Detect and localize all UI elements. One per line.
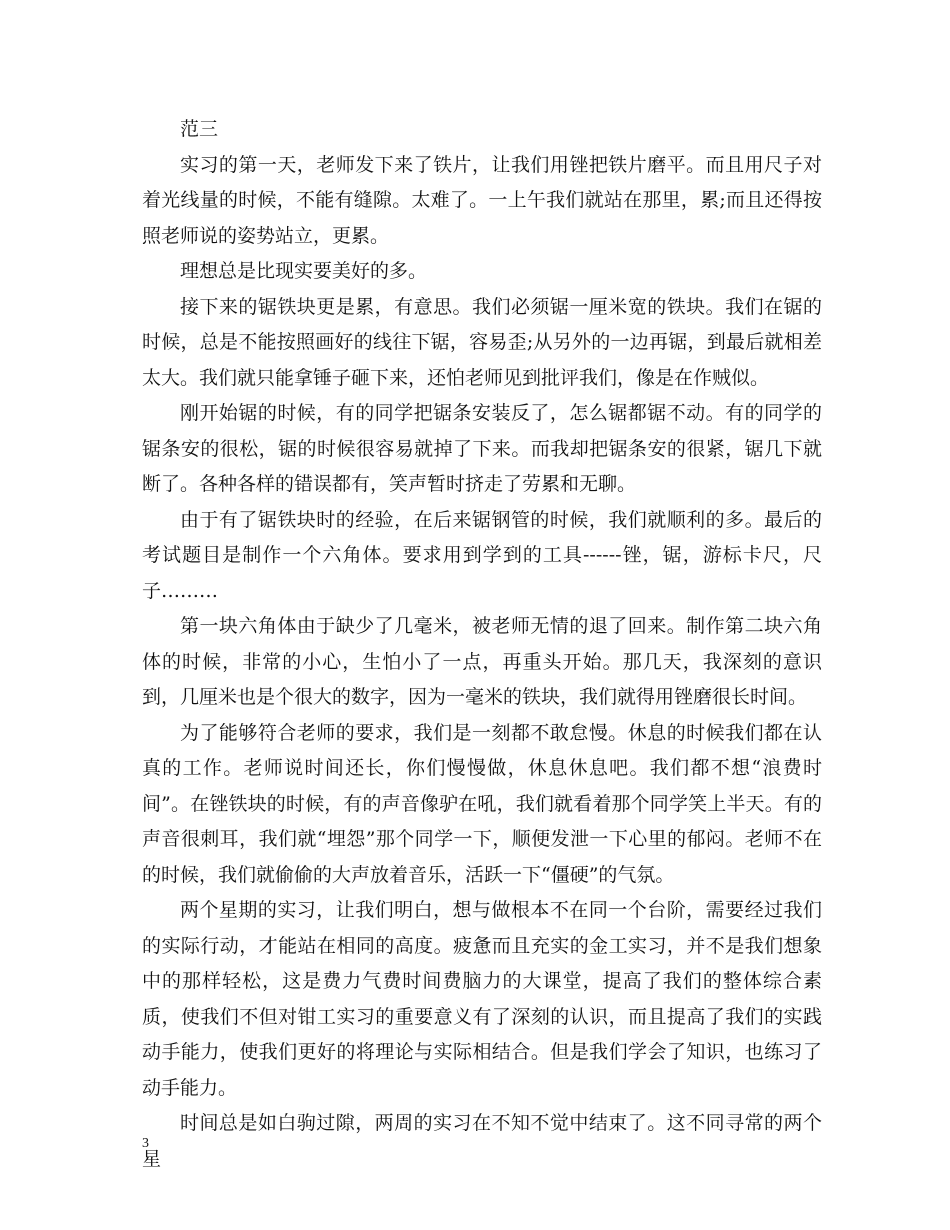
paragraph-4: 刚开始锯的时候，有的同学把锯条安装反了，怎么锯都锯不动。有的同学的锯条安的很松，锯的时候很容易就掉了下来。而我却把锯条安的很紧，锯几下就断了。各种各样的错误都有，笑声暂时挤走了劳累和无聊。 bbox=[142, 402, 822, 495]
paragraph-7: 为了能够符合老师的要求，我们是一刻都不敢怠慢。休息的时候我们都在认真的工作。老师说时间还长，你们慢慢做，休息休息吧。我们都不想“浪费时间”。在锉铁块的时候，有的声音像驴在吼，我们就看着那个同学笑上半天。有的声音很刺耳，我们就“埋怨”那个同学一下，顺便发泄一下心里的郁闷。老师不在的时候，我们就偷偷的大声放着音乐，活跃一下“僵硬”的气氛。 bbox=[142, 721, 822, 886]
paragraph-8: 两个星期的实习，让我们明白，想与做根本不在同一个台阶，需要经过我们的实际行动，才能站在相同的高度。疲惫而且充实的金工实习，并不是我们想象中的那样轻松，这是费力气费时间费脑力的大课堂，提高了我们的整体综合素质，使我们不但对钳工实习的重要意义有了深刻的认识，而且提高了我们的实践动手能力，使我们更好的将理论与实际相结合。但是我们学会了知识，也练习了动手能力。 bbox=[142, 899, 822, 1099]
document-body bbox=[142, 112, 822, 1177]
paragraph-2: 理想总是比现实要美好的多。 bbox=[180, 260, 428, 282]
page-number: 3 bbox=[142, 1136, 149, 1151]
paragraph-1: 实习的第一天，老师发下来了铁片，让我们用锉把铁片磨平。而且用尺子对着光线量的时候，不能有缝隙。太难了。一上午我们就站在那里，累;而且还得按照老师说的姿势站立，更累。 bbox=[142, 153, 822, 247]
paragraph-9: 时间总是如白驹过隙，两周的实习在不知不觉中结束了。这不同寻常的两个星 bbox=[142, 1112, 822, 1170]
paragraph-3: 接下来的锯铁块更是累，有意思。我们必须锯一厘米宽的铁块。我们在锯的时候，总是不能按照画好的线往下锯，容易歪;从另外的一边再锯，到最后就相差太大。我们就只能拿锤子砸下来，还怕老师见到批评我们，像是在作贼似。 bbox=[142, 295, 822, 389]
paragraph-5: 由于有了锯铁块时的经验，在后来锯钢管的时候，我们就顺利的多。最后的考试题目是制作一个六角体。要求用到学到的工具------锉，锯，游标卡尺，尺子……… bbox=[142, 508, 822, 602]
paragraph-6: 第一块六角体由于缺少了几毫米，被老师无情的退了回来。制作第二块六角体的时候，非常的小心，生怕小了一点，再重头开始。那几天，我深刻的意识到，几厘米也是个很大的数字，因为一毫米的铁块，我们就得用锉磨很长时间。 bbox=[142, 615, 822, 708]
section-title: 范三 bbox=[180, 118, 219, 140]
